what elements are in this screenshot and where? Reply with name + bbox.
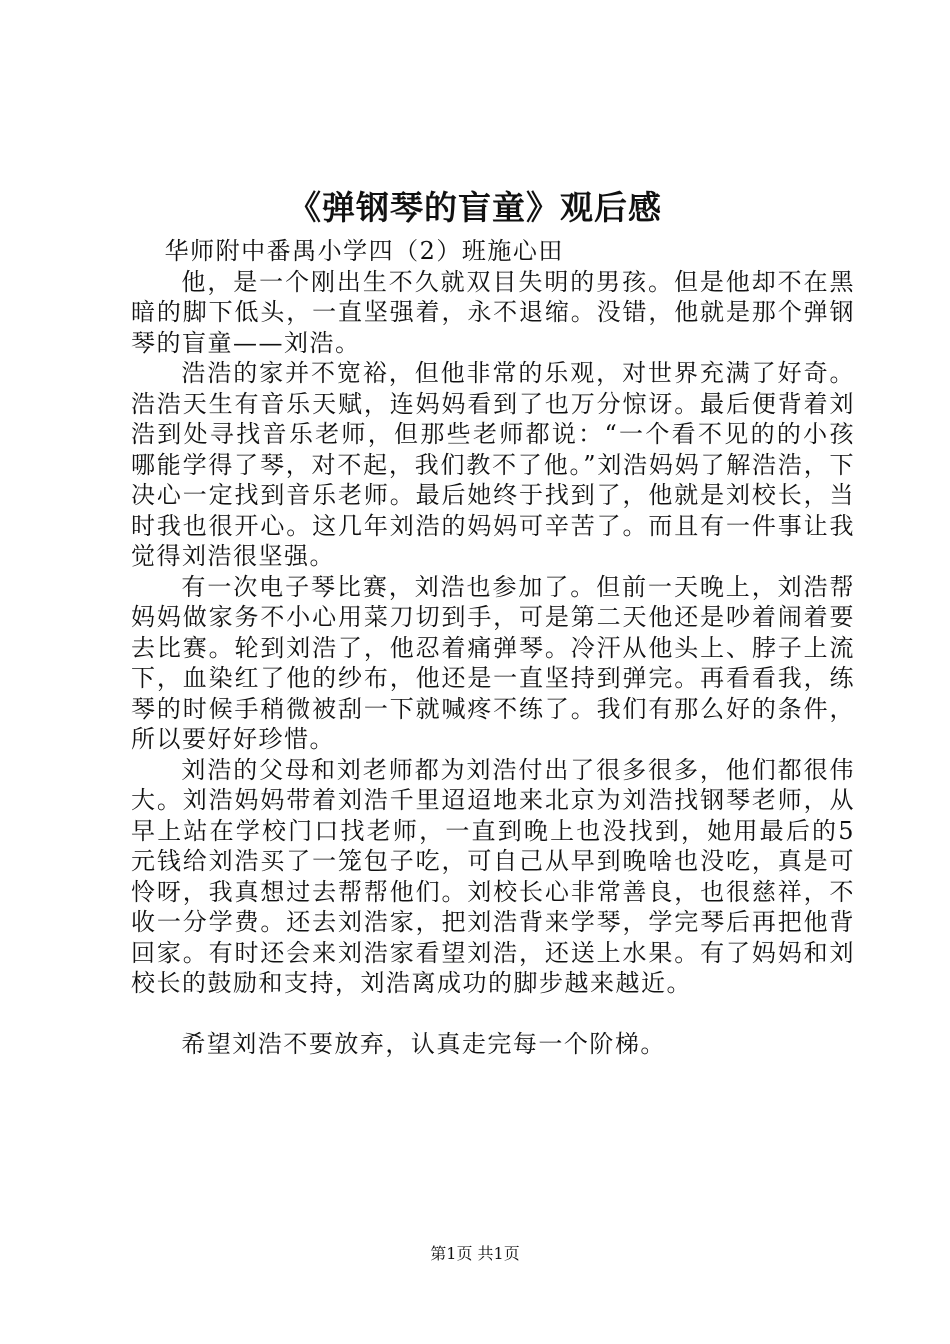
closing-paragraph: 希望刘浩不要放弃，认真走完每一个阶梯。 bbox=[181, 1029, 666, 1058]
author-line: 华师附中番禺小学四（2）班施心田 bbox=[164, 237, 564, 265]
paragraph: 刘浩的父母和刘老师都为刘浩付出了很多很多，他们都很伟大。刘浩妈妈带着刘浩千里迢迢地来北京为刘浩找钢琴老师，从早上站在学校门口找老师，一直到晚上也没找到，她用最后的5元钱给刘浩买了一笼包子吃，可自己从早到晚啥也没吃，真是可怜呀，我真想过去帮帮他们。刘校长心非常善良，也很慈祥，不收一分学费。还去刘浩家，把刘浩背来学琴，学完琴后再把他背回家。有时还会来刘浩家看望刘浩，还送上水果。有了妈妈和刘校长的鼓励和支持，刘浩离成功的脚步越来越近。 bbox=[131, 755, 855, 997]
document-body bbox=[131, 236, 855, 1059]
page-number-footer: 第1页 共1页 bbox=[430, 1244, 520, 1263]
paragraph: 浩浩的家并不宽裕，但他非常的乐观，对世界充满了好奇。浩浩天生有音乐天赋，连妈妈看到了也万分惊讶。最后便背着刘浩到处寻找音乐老师，但那些老师都说：“一个看不见的的小孩哪能学得了琴，对不起，我们教不了他。”刘浩妈妈了解浩浩，下决心一定找到音乐老师。最后她终于找到了，他就是刘校长，当时我也很开心。这几年刘浩的妈妈可辛苦了。而且有一件事让我觉得刘浩很坚强。 bbox=[131, 359, 855, 570]
document-title: 《弹钢琴的盲童》观后感 bbox=[288, 188, 662, 227]
paragraph: 有一次电子琴比赛，刘浩也参加了。但前一天晚上，刘浩帮妈妈做家务不小心用菜刀切到手，可是第二天他还是吵着闹着要去比赛。轮到刘浩了，他忍着痛弹琴。冷汗从他头上、脖子上流下，血染红了他的纱布，他还是一直坚持到弹完。再看看我，练琴的时候手稍微被刮一下就喊疼不练了。我们有那么好的条件，所以要好好珍惜。 bbox=[131, 572, 855, 753]
paragraph: 他，是一个刚出生不久就双目失明的男孩。但是他却不在黑暗的脚下低头，一直坚强着，永不退缩。没错，他就是那个弹钢琴的盲童——刘浩。 bbox=[131, 267, 855, 357]
